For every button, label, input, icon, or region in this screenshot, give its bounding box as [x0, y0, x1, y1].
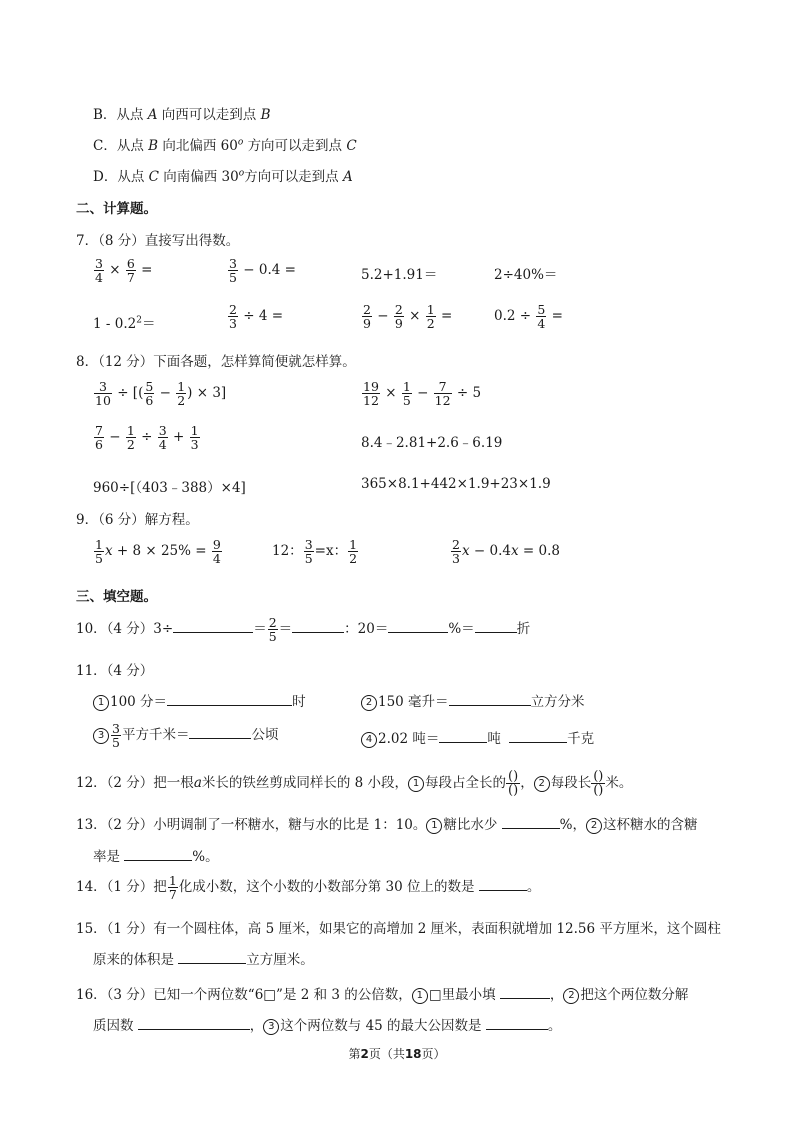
q10-text: ＝	[253, 621, 267, 638]
q16-line-2: 质因数 ， 3 这个两位数与 45 的最大公因数是 。	[93, 1014, 561, 1035]
option-c	[93, 134, 357, 154]
fraction: $\frac{2}{5}$	[268, 615, 277, 645]
point-label: C	[148, 169, 159, 185]
fraction: $\frac{6}{7}$	[126, 256, 135, 286]
fraction: $\frac{3}{10}$	[95, 379, 111, 409]
q10-text: 10．（4 分）3÷	[76, 621, 174, 638]
option-d-text: 方向可以走到点	[244, 169, 339, 185]
circled-number: 1	[93, 695, 109, 711]
q7-expr-3: 5.2+1.91＝	[361, 267, 438, 283]
q10-text: ：20＝	[344, 621, 389, 638]
answer-blank[interactable]	[449, 691, 531, 706]
circled-number: 4	[361, 732, 377, 748]
option-c-text: 向北偏西 60	[162, 138, 238, 154]
option-d-text: D．从点	[93, 169, 145, 185]
q10-text: ＝	[278, 621, 293, 638]
circled-number: 2	[361, 695, 377, 711]
fraction: $\frac{7}{12}$	[434, 379, 451, 409]
fraction: $\frac{1}{2}$	[349, 537, 358, 567]
option-d	[93, 165, 353, 185]
answer-blank[interactable]	[124, 846, 192, 861]
circled-number: 2	[534, 776, 550, 792]
q9-eq-b: 12： $\frac{3}{5}$ =x： $\frac{1}{2}$	[272, 537, 358, 567]
q15-line-1: 15．（1 分）有一个圆柱体，高 5 厘米，如果它的高增加 2 厘米，表面积就增加 12.56 平方厘米，这个圆柱	[76, 921, 721, 937]
circled-number: 1	[408, 776, 424, 792]
fraction: $\frac{1}{7}$	[168, 873, 177, 903]
q11-c: 3 $\frac{3}{5}$ 平方千米＝ 公顷	[93, 722, 278, 749]
q11-a: 1 100 分＝ 时	[93, 690, 306, 711]
degree-mark: o	[237, 137, 244, 148]
fraction: $\frac{9}{4}$	[212, 537, 221, 567]
q9-title: 9．（6 分）解方程。	[76, 512, 199, 528]
q7-expr-8: 0.2 ÷ $\frac{5}{4}$ =	[494, 302, 563, 332]
q7-expr-5: $1 - 0.2^2=$	[93, 315, 156, 332]
section-3-heading: 三、填空题。	[76, 589, 157, 605]
fraction: $\frac{1}{2}$	[126, 423, 135, 453]
fraction: $\frac{19}{12}$	[363, 379, 379, 409]
circled-number: 2	[586, 818, 602, 834]
fraction: $\frac{1}{5}$	[95, 537, 103, 567]
q7-expr-6: $\frac{2}{3}$ ÷ 4 =	[229, 302, 284, 332]
option-b-text: B．从点	[93, 107, 144, 123]
answer-blank[interactable]	[388, 618, 448, 633]
q8-expr-f: 365×8.1+442×1.9+23×1.9	[361, 476, 551, 492]
q9-eq-a: $\frac{1}{5}$ x + 8 × 25% = $\frac{9}{4}$	[95, 537, 221, 567]
circled-number: 1	[426, 818, 442, 834]
q8-expr-e: 960÷[（403﹣388）×4]	[93, 480, 246, 496]
answer-blank[interactable]	[509, 728, 567, 743]
q7-expr-7: $\frac{2}{9}$ − $\frac{2}{9}$ × $\frac{1}{2}$ =	[363, 302, 453, 332]
fraction: $\frac{5}{4}$	[537, 302, 546, 332]
total-pages: 18	[404, 1047, 422, 1061]
circled-number: 3	[263, 1019, 279, 1035]
answer-blank[interactable]	[167, 691, 292, 706]
option-c-text: 方向可以走到点	[247, 138, 343, 154]
q10-text: %＝	[448, 621, 475, 638]
circled-number: 3	[93, 728, 109, 744]
q13-line-2: 率是 %。	[93, 845, 219, 865]
option-b	[93, 103, 270, 123]
point-label: B	[260, 107, 271, 123]
q13-line-1: 13．（2 分）小明调制了一杯糖水，糖与水的比是 1：10。 1 糖比水少 %， 2 这杯糖水的含糖	[76, 813, 698, 834]
q8-expr-c: $\frac{7}{6}$ − $\frac{1}{2}$ ÷ $\frac{3}{4}$ + $\frac{1}{3}$	[95, 423, 199, 453]
fraction: $\frac{1}{2}$	[177, 379, 186, 409]
q9-eq-c: $\frac{2}{3}$ x − 0.4x = 0.8	[452, 537, 560, 567]
fraction: $\frac{7}{6}$	[95, 423, 103, 453]
degree-mark: o	[238, 168, 245, 179]
section-2-heading: 二、计算题。	[76, 201, 157, 217]
q7-expr-2: $\frac{3}{5}$ − 0.4 =	[229, 256, 296, 286]
q16-line-1: 16．（3 分）已知一个两位数“6□”是 2 和 3 的公倍数， 1 □里最小填 ， 2 把这个两位数分解	[76, 983, 688, 1004]
answer-blank[interactable]	[189, 724, 251, 739]
answer-blank[interactable]	[479, 876, 527, 891]
q8-title: 8．（12 分）下面各题，怎样算简便就怎样算。	[76, 354, 356, 370]
answer-blank[interactable]	[439, 728, 487, 743]
fraction: $\frac{2}{3}$	[452, 537, 460, 567]
answer-paren-fraction[interactable]: () ()	[593, 769, 604, 798]
q15-line-2: 原来的体积是 立方厘米。	[93, 948, 314, 968]
point-label: A	[147, 107, 158, 123]
q11-title: 11．（4 分）	[76, 663, 154, 679]
page-footer: 第2页（共18页）	[348, 1047, 446, 1061]
q7-expr-4: 2÷40%＝	[494, 267, 558, 283]
point-label: B	[148, 138, 159, 154]
fraction: $\frac{1}{3}$	[190, 423, 199, 453]
q14: 14．（1 分）把 $\frac{1}{7}$ 化成小数，这个小数的小数部分第 30 位上的数是 。	[76, 873, 541, 903]
answer-blank[interactable]	[502, 814, 560, 829]
q12: 12．（2 分）把一根a米长的铁丝剪成同样长的 8 小段， 1 每段占全长的 () () ， 2 每段长 () () 米。	[76, 769, 633, 798]
answer-blank[interactable]	[500, 984, 550, 999]
answer-blank[interactable]	[486, 1015, 548, 1030]
page-number: 2	[360, 1047, 369, 1061]
point-label: C	[346, 138, 357, 154]
q10	[76, 616, 530, 643]
fraction: $\frac{3}{4}$	[95, 256, 103, 286]
answer-blank[interactable]	[475, 618, 517, 633]
fraction: $\frac{3}{4}$	[158, 423, 167, 453]
q8-expr-a: $\frac{3}{10}$ ÷ [( $\frac{5}{6}$ − $\frac{1}{2}$ ) × 3]	[95, 379, 227, 409]
answer-blank[interactable]	[292, 618, 344, 633]
fraction: $\frac{2}{3}$	[229, 302, 237, 332]
fraction: $\frac{2}{9}$	[394, 302, 403, 332]
answer-blank[interactable]	[178, 949, 246, 964]
q8-expr-b: $\frac{19}{12}$ × $\frac{1}{5}$ − $\frac{7}{12}$ ÷ 5	[363, 379, 482, 409]
point-label: A	[342, 169, 353, 185]
fraction: $\frac{2}{9}$	[363, 302, 371, 332]
q7-expr-1: $\frac{3}{4}$ × $\frac{6}{7}$ =	[95, 256, 153, 286]
answer-blank[interactable]	[173, 618, 253, 633]
fraction: $\frac{3}{5}$	[229, 256, 237, 286]
fraction: $\frac{1}{5}$	[402, 379, 411, 409]
q10-text: 折	[516, 621, 531, 638]
answer-paren-fraction[interactable]: () ()	[508, 769, 519, 798]
fraction: $\frac{5}{6}$	[145, 379, 154, 409]
option-c-text: C．从点	[93, 138, 144, 154]
q11-d: 4 2.02 吨＝ 吨 千克	[361, 727, 594, 748]
q11-b: 2 150 毫升＝ 立方分米	[361, 690, 585, 711]
circled-number: 1	[412, 988, 428, 1004]
fraction: $\frac{3}{5}$	[112, 721, 120, 751]
option-d-text: 向南偏西 30	[163, 169, 239, 185]
fraction: $\frac{3}{5}$	[304, 537, 313, 567]
fraction: $\frac{1}{2}$	[426, 302, 435, 332]
q7-title: 7．（8 分）直接写出得数。	[76, 233, 240, 249]
answer-blank[interactable]	[138, 1015, 250, 1030]
q8-expr-d: 8.4﹣2.81+2.6﹣6.19	[361, 435, 503, 451]
circled-number: 2	[563, 988, 579, 1004]
option-b-text: 向西可以走到点	[161, 107, 257, 123]
